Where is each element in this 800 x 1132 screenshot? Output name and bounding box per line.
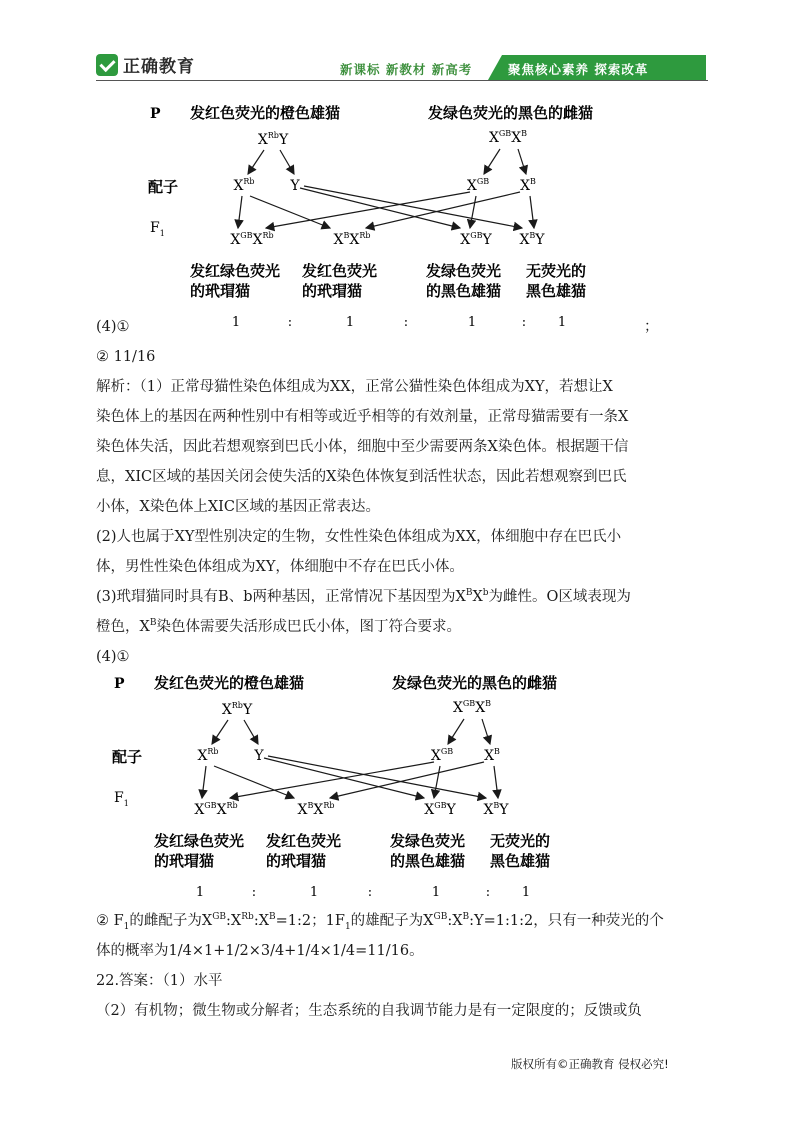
offspring-genotype: $X^{GB}Y$ [460,231,492,248]
cross-arrow [530,196,534,228]
superscript: B [149,618,157,629]
answer-4-1-label: (4)① [96,319,130,335]
cross-arrow [484,149,500,174]
offspring-genotype: $X^{GB}X^{Rb}$ [194,801,238,818]
analysis-1 [96,372,706,522]
superscript: B [269,912,276,923]
p-label: P [150,106,161,122]
answer-22-1-text: 22.答案：（1）水平 [96,973,223,989]
analysis-2-line: 体，男性性染色体组成为XY，体细胞中不存在巴氏小体。 [96,559,464,575]
gamete-genotype: Y [254,748,264,764]
answer-4-1-bottom-label: (4)① [96,649,130,665]
cross-arrow [448,719,464,744]
subscript: 1 [123,921,130,932]
text-run: ② F [96,913,124,929]
phenotype-label: 的黑色雄猫 [390,852,466,870]
gamete-genotype: $X^B$ [520,177,536,194]
answer-4-2 [96,342,706,372]
gamete-genotype: $X^B$ [484,747,500,764]
ratio-value: : [403,315,409,330]
parent-male-genotype: $X^{Rb}Y$ [221,701,253,718]
brand-logo [96,52,195,77]
superscript: GB [212,912,227,923]
superscript: B [465,588,473,599]
superscript: Rb [241,912,254,923]
phenotype-label: 发绿色荧光 [390,832,466,850]
ratio-value: : [485,885,491,900]
parent-female-genotype: $X^{GB}X^B$ [452,699,492,716]
cross-arrow [212,720,228,744]
phenotype-label: 的玳瑁猫 [190,282,251,300]
cross-arrow [280,150,294,174]
offspring-genotype: $X^BX^{Rb}$ [297,801,335,818]
phenotype-label: 发红绿色荧光 [154,832,245,850]
page-header [0,0,800,84]
answer-4-2-detail-line1 [96,906,706,936]
answer-4-2-text: ② 11/16 [96,349,156,365]
phenotype-label: 发红色荧光 [302,262,378,280]
analysis-3 [96,582,706,642]
phenotype-label: 的玳瑁猫 [154,852,215,870]
parent-female-label: 发绿色荧光的黑色的雌猫 [428,104,594,122]
ratio-value: 1 [195,885,205,900]
phenotype-label: 发绿色荧光 [426,262,502,280]
logo-text: 正确教育 [123,57,195,77]
cross-arrow [248,150,264,174]
phenotype-label: 的玳瑁猫 [266,852,327,870]
text-run: 的雌配子为X [129,913,213,929]
parent-male-label: 发红色荧光的橙色雄猫 [154,674,305,692]
ratio-value: 1 [431,885,441,900]
gamete-genotype: $X^{Rb}$ [233,177,255,194]
text-run: 为雌性。O区域表现为 [488,589,631,605]
f1-label: $F_1$ [150,220,165,238]
analysis-1-line: 解析：（1）正常母猫性染色体组成为XX，正常公猫性染色体组成为XY，若想让X [96,379,613,395]
cross-arrow [202,766,206,798]
gamete-label: 配子 [112,748,143,766]
gamete-genotype: $X^{GB}$ [466,177,490,194]
analysis-2 [96,522,706,582]
ratio-value: : [251,885,257,900]
slogan-right: 聚焦核心素养 探索改革 [508,62,649,77]
cross-arrow [304,186,522,228]
offspring-genotype: $X^{GB}Y$ [424,801,456,818]
gamete-genotype: Y [290,178,300,194]
analysis-3-line2 [96,612,706,642]
p-label: P [114,676,125,692]
text-run: (3)玳瑁猫同时具有B、b两种基因，正常情况下基因型为X [96,589,466,605]
cross-diagram-bottom [104,662,644,902]
footer-copyright: 版权所有©正确教育 侵权必究! [511,1057,669,1071]
ratio-value: : [367,885,373,900]
superscript: b [482,588,489,599]
answer-22-2 [96,996,706,1026]
phenotype-label: 黑色雄猫 [490,852,551,870]
cross-arrow [482,719,490,744]
text-run: :X [447,913,463,929]
cross-arrow [494,766,498,798]
answer-22-1 [96,966,706,996]
answer-4-2-detail-line2: 体的概率为1/4×1+1/2×3/4+1/4×1/4=11/16。 [96,943,424,959]
text-run: 的雄配子为X [350,913,434,929]
cross-arrow [470,196,476,228]
ratio-value: : [521,315,527,330]
ratio-value: 1 [345,315,355,330]
cross-arrow [518,149,526,174]
cross-diagram-top [140,92,680,332]
phenotype-label: 无荧光的 [526,262,587,280]
ratio-value: 1 [467,315,477,330]
parent-male-label: 发红色荧光的橙色雄猫 [190,104,341,122]
analysis-3-line1 [96,582,706,612]
text-run: =1:2；1F [275,913,345,929]
slogan-left: 新课标 新教材 新高考 [340,62,473,77]
offspring-genotype: $X^{GB}X^{Rb}$ [230,231,274,248]
ratio-value: 1 [557,315,567,330]
answer-4-1-semicolon: ； [644,319,659,335]
text-run: :X [226,913,242,929]
cross-arrow [244,720,258,744]
answer-4-1-top [96,312,706,342]
text-run: 染色体需要失活形成巴氏小体，图丁符合要求。 [156,619,461,635]
phenotype-label: 发红色荧光 [266,832,342,850]
superscript: B [462,912,470,923]
gamete-genotype: $X^{GB}$ [430,747,454,764]
text-run: :X [253,913,270,929]
ratio-value: 1 [231,315,241,330]
header-divider [96,80,708,81]
parent-female-genotype: $X^{GB}X^B$ [488,129,528,146]
phenotype-label: 无荧光的 [490,832,551,850]
phenotype-label: 黑色雄猫 [526,282,587,300]
parent-male-genotype: $X^{Rb}Y$ [257,131,289,148]
text-run: X [472,589,483,605]
offspring-genotype: $X^BY$ [519,231,545,248]
analysis-1-line: 小体，X染色体上XIC区域的基因正常表达。 [96,499,380,515]
f1-label: $F_1$ [114,790,129,808]
parent-female-label: 发绿色荧光的黑色的雌猫 [392,674,558,692]
cross-arrow [238,196,242,228]
ratio-value: 1 [309,885,319,900]
cross-arrow [434,766,440,798]
analysis-1-line: 息，XIC区域的基因关闭会使失活的X染色体恢复到活性状态，因此若想观察到巴氏 [96,469,627,485]
analysis-1-line: 染色体失活，因此若想观察到巴氏小体，细胞中至少需要两条X染色体。根据题干信 [96,439,629,455]
text-run: 橙色，X [96,619,150,635]
analysis-2-line: (2)人也属于XY型性别决定的生物，女性性染色体组成为XX，体细胞中存在巴氏小 [96,529,622,545]
cross-arrow [268,756,486,798]
phenotype-label: 的黑色雄猫 [426,282,502,300]
analysis-1-line: 染色体上的基因在两种性别中有相等或近乎相等的有效剂量，正常母猫需要有一条X [96,409,629,425]
gamete-label: 配子 [148,178,179,196]
check-icon [96,54,118,76]
answer-4-2-detail [96,906,706,966]
gamete-genotype: $X^{Rb}$ [197,747,219,764]
ratio-value: 1 [521,885,531,900]
subscript: 1 [344,921,351,932]
ratio-value: : [287,315,293,330]
phenotype-label: 发红绿色荧光 [190,262,281,280]
offspring-genotype: $X^BY$ [483,801,509,818]
answer-22-2-text: （2）有机物；微生物或分解者；生态系统的自我调节能力是有一定限度的；反馈或负 [96,1003,642,1019]
superscript: GB [433,912,448,923]
offspring-genotype: $X^BX^{Rb}$ [333,231,371,248]
phenotype-label: 的玳瑁猫 [302,282,363,300]
text-run: :Y=1:1:2，只有一种荧光的个 [469,913,664,929]
